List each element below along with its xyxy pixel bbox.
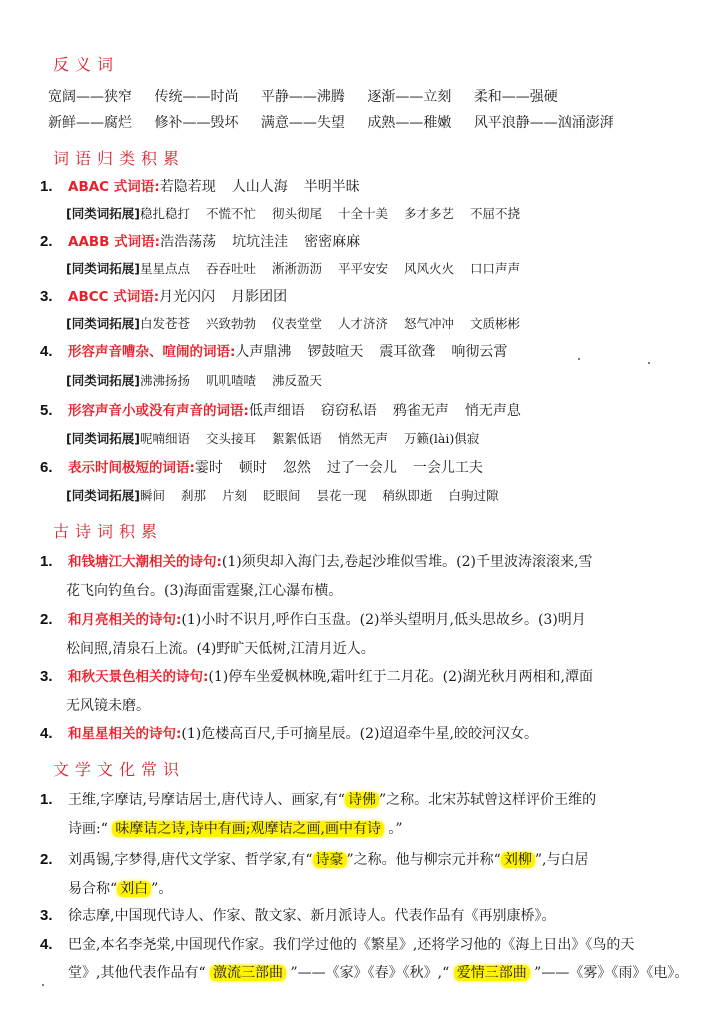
item-number: 2. (40, 611, 53, 628)
antonym-pair: 风平浪静——汹涌澎湃 (473, 115, 614, 131)
word: 响彻云霄 (451, 344, 508, 360)
poetry-text: (1)停车坐爱枫林晚,霜叶红于二月花。(2)湖光秋月两相和,潭面 (208, 669, 593, 685)
item-number: 3. (40, 668, 53, 685)
word: 窃窃私语 (320, 403, 377, 419)
word: 人山人海 (231, 179, 288, 195)
classification-item-6 (40, 459, 499, 477)
extension-word: 沸沸扬扬 (139, 373, 190, 388)
poetry-category-label: 和秋天景色相关的诗句: (68, 669, 209, 685)
word: 过了一会儿 (326, 460, 397, 476)
antonym-pair: 成熟——稚嫩 (367, 115, 452, 131)
poetry-item-3-continuation (66, 697, 150, 715)
word: 月影团团 (231, 289, 288, 305)
extension-word: 十全十美 (337, 206, 388, 221)
extension-word: 叽叽喳喳 (205, 373, 256, 388)
classification-item-1 (40, 178, 376, 196)
extension-row-3 (66, 315, 536, 333)
extension-label: [同类词拓展] (66, 261, 140, 276)
highlighted-term: 诗佛 (345, 792, 379, 808)
word: 忽然 (282, 460, 311, 476)
item-number: 1. (40, 791, 53, 808)
extension-word: 沸反盈天 (271, 373, 322, 388)
extension-row-5 (66, 430, 495, 448)
literary-text: 刘禹锡,字梦得,唐代文学家、哲学家,有“ (68, 852, 313, 868)
word: 鸦雀无声 (392, 403, 449, 419)
highlighted-term: 激流三部曲 (210, 965, 286, 981)
extension-word: 星星点点 (139, 261, 190, 276)
extension-word: 絮絮低语 (271, 431, 322, 446)
literary-text: ”之称。北宋苏轼曾这样评价王维的 (378, 792, 597, 808)
highlighted-term: 诗豪 (313, 852, 347, 868)
literary-item-3 (40, 907, 555, 925)
section-title-literary-knowledge: 文学文化常识 (53, 760, 186, 779)
extension-word: 兴致勃勃 (205, 316, 256, 331)
item-number: 5. (40, 402, 53, 419)
extension-word: 文质彬彬 (470, 316, 521, 331)
extension-row-2 (66, 260, 536, 278)
extension-word: 平平安安 (337, 261, 388, 276)
classification-item-4 (40, 343, 523, 361)
extension-word: 交头接耳 (205, 431, 256, 446)
antonym-row-2 (48, 114, 632, 132)
word: 密密麻麻 (304, 234, 361, 250)
literary-text: 王维,字摩诘,号摩诘居士,唐代诗人、画家,有“ (68, 792, 345, 808)
antonym-pair: 修补——毁坏 (154, 115, 239, 131)
word: 月光闪闪 (159, 289, 216, 305)
literary-text: 徐志摩,中国现代诗人、作家、散文家、新月派诗人。代表作品有《再别康桥》。 (68, 908, 556, 924)
extension-word: 白发苍苍 (139, 316, 190, 331)
poetry-item-2 (40, 611, 586, 629)
literary-item-1-continuation (68, 820, 403, 838)
word: 顿时 (238, 460, 267, 476)
classification-item-2 (40, 233, 376, 251)
extension-word: 悄然无声 (337, 431, 388, 446)
extension-word: 呢喃细语 (139, 431, 190, 446)
word: 一会儿工夫 (412, 460, 483, 476)
extension-word: 刹那 (180, 488, 206, 503)
extension-word: 万籁(lài)俱寂 (404, 431, 480, 446)
item-number: 3. (40, 288, 53, 305)
antonym-pair: 满意——失望 (260, 115, 345, 131)
word: 人声鼎沸 (235, 344, 292, 360)
word: 悄无声息 (464, 403, 521, 419)
literary-text: ”,与白居 (534, 852, 589, 868)
item-number: 4. (40, 725, 53, 742)
literary-item-4-continuation (68, 964, 688, 982)
extension-word: 彻头彻尾 (271, 206, 322, 221)
poetry-item-4 (40, 725, 538, 743)
literary-text: 。” (383, 821, 403, 837)
poetry-category-label: 和星星相关的诗句: (68, 726, 182, 742)
antonym-pair: 传统——时尚 (154, 89, 239, 105)
extension-label: [同类词拓展] (66, 373, 140, 388)
item-number: 3. (40, 907, 53, 924)
literary-text: ”——《雾》《雨》《电》。 (529, 965, 689, 981)
extension-word: 淅淅沥沥 (271, 261, 322, 276)
extension-word: 稳扎稳打 (139, 206, 190, 221)
poetry-text: (1)危楼高百尺,手可摘星辰。(2)迢迢牵牛星,皎皎河汉女。 (181, 726, 538, 742)
category-label: ABAC 式词语: (68, 179, 160, 195)
item-number: 2. (40, 233, 53, 250)
poetry-item-1-continuation (66, 582, 342, 600)
category-label: 形容声音嘈杂、喧闹的词语: (68, 344, 236, 360)
antonym-row-1 (48, 88, 576, 106)
classification-item-3 (40, 288, 303, 306)
literary-text: ”——《家》《春》《秋》,“ (286, 965, 454, 981)
classification-item-5 (40, 402, 537, 420)
item-number: 4. (40, 343, 53, 360)
poetry-item-2-continuation (66, 640, 375, 658)
stray-dot (578, 358, 580, 360)
stray-dot (42, 984, 44, 986)
extension-word: 片刻 (221, 488, 247, 503)
word: 低声细语 (248, 403, 305, 419)
extension-word: 仪表堂堂 (271, 316, 322, 331)
literary-item-4 (40, 936, 634, 954)
extension-row-6 (66, 487, 515, 505)
item-number: 2. (40, 851, 53, 868)
highlighted-term: 刘白 (117, 881, 151, 897)
word: 锣鼓喧天 (307, 344, 364, 360)
word: 震耳欲聋 (379, 344, 436, 360)
poetry-text: 松间照,清泉石上流。(4)野旷天低树,江清月近人。 (66, 641, 375, 657)
antonym-pair: 宽阔——狭窄 (48, 89, 132, 105)
section-title-ancient-poetry: 古诗词积累 (53, 522, 164, 541)
word: 若隐若现 (159, 179, 216, 195)
word: 坑坑洼洼 (232, 234, 289, 250)
literary-text: ”之称。他与柳宗元并称“ (346, 852, 501, 868)
poetry-text: 花飞向钓鱼台。(3)海面雷霆聚,江心瀑布横。 (66, 583, 343, 599)
poetry-item-3 (40, 668, 593, 686)
poetry-item-1 (40, 553, 592, 571)
extension-word: 吞吞吐吐 (205, 261, 256, 276)
item-number: 1. (40, 553, 53, 570)
extension-label: [同类词拓展] (66, 488, 140, 503)
category-label: ABCC 式词语: (68, 289, 160, 305)
literary-text: 易合称“ (68, 881, 118, 897)
extension-word: 眨眼间 (262, 488, 301, 503)
antonym-pair: 柔和——强硬 (473, 89, 558, 105)
antonym-pair: 新鲜——腐烂 (48, 115, 132, 131)
word: 半明半昧 (303, 179, 360, 195)
extension-label: [同类词拓展] (66, 316, 140, 331)
item-number: 1. (40, 178, 53, 195)
category-label: AABB 式词语: (68, 234, 161, 250)
poetry-category-label: 和月亮相关的诗句: (68, 612, 182, 628)
poetry-text: (1)须臾却入海门去,卷起沙堆似雪堆。(2)千里波涛滚滚来,雪 (221, 554, 593, 570)
stray-dot (648, 362, 650, 364)
literary-item-2-continuation (68, 880, 172, 898)
literary-text: ”。 (151, 881, 173, 897)
extension-word: 口口声声 (470, 261, 521, 276)
poetry-category-label: 和钱塘江大潮相关的诗句: (68, 554, 222, 570)
poetry-text: 无风镜未磨。 (66, 698, 150, 714)
extension-word: 稍纵即逝 (382, 488, 433, 503)
extension-word: 不慌不忙 (205, 206, 256, 221)
section-title-antonyms: 反义词 (53, 55, 120, 74)
extension-word: 昙花一现 (316, 488, 367, 503)
highlighted-term: 刘柳 (501, 852, 535, 868)
literary-item-2 (40, 851, 588, 869)
extension-word: 怒气冲冲 (404, 316, 455, 331)
extension-word: 风风火火 (404, 261, 455, 276)
section-title-word-classification: 词语归类积累 (53, 149, 186, 168)
extension-label: [同类词拓展] (66, 431, 140, 446)
word: 霎时 (194, 460, 223, 476)
extension-word: 瞬间 (139, 488, 165, 503)
highlighted-term: 爱情三部曲 (454, 965, 530, 981)
category-label: 形容声音小或没有声音的词语: (68, 403, 249, 419)
literary-text: 堂》,其他代表作品有“ (68, 965, 211, 981)
antonym-pair: 逐渐——立刻 (367, 89, 452, 105)
extension-row-1 (66, 205, 536, 223)
literary-text: 巴金,本名李尧棠,中国现代作家。我们学过他的《繁星》,还将学习他的《海上日出》《鸟的天 (68, 937, 635, 953)
extension-word: 人才济济 (337, 316, 388, 331)
item-number: 4. (40, 936, 53, 953)
poetry-text: (1)小时不识月,呼作白玉盘。(2)举头望明月,低头思故乡。(3)明月 (181, 612, 586, 628)
extension-label: [同类词拓展] (66, 206, 140, 221)
extension-row-4 (66, 372, 338, 390)
antonym-pair: 平静——沸腾 (260, 89, 345, 105)
extension-word: 多才多艺 (404, 206, 455, 221)
literary-text: 诗画:“ (68, 821, 113, 837)
category-label: 表示时间极短的词语: (68, 460, 195, 476)
highlighted-quote: 味摩诘之诗,诗中有画;观摩诘之画,画中有诗 (112, 821, 384, 837)
extension-word: 白驹过隙 (448, 488, 499, 503)
word: 浩浩荡荡 (160, 234, 217, 250)
item-number: 6. (40, 459, 53, 476)
literary-item-1 (40, 791, 596, 809)
extension-word: 不屈不挠 (470, 206, 521, 221)
